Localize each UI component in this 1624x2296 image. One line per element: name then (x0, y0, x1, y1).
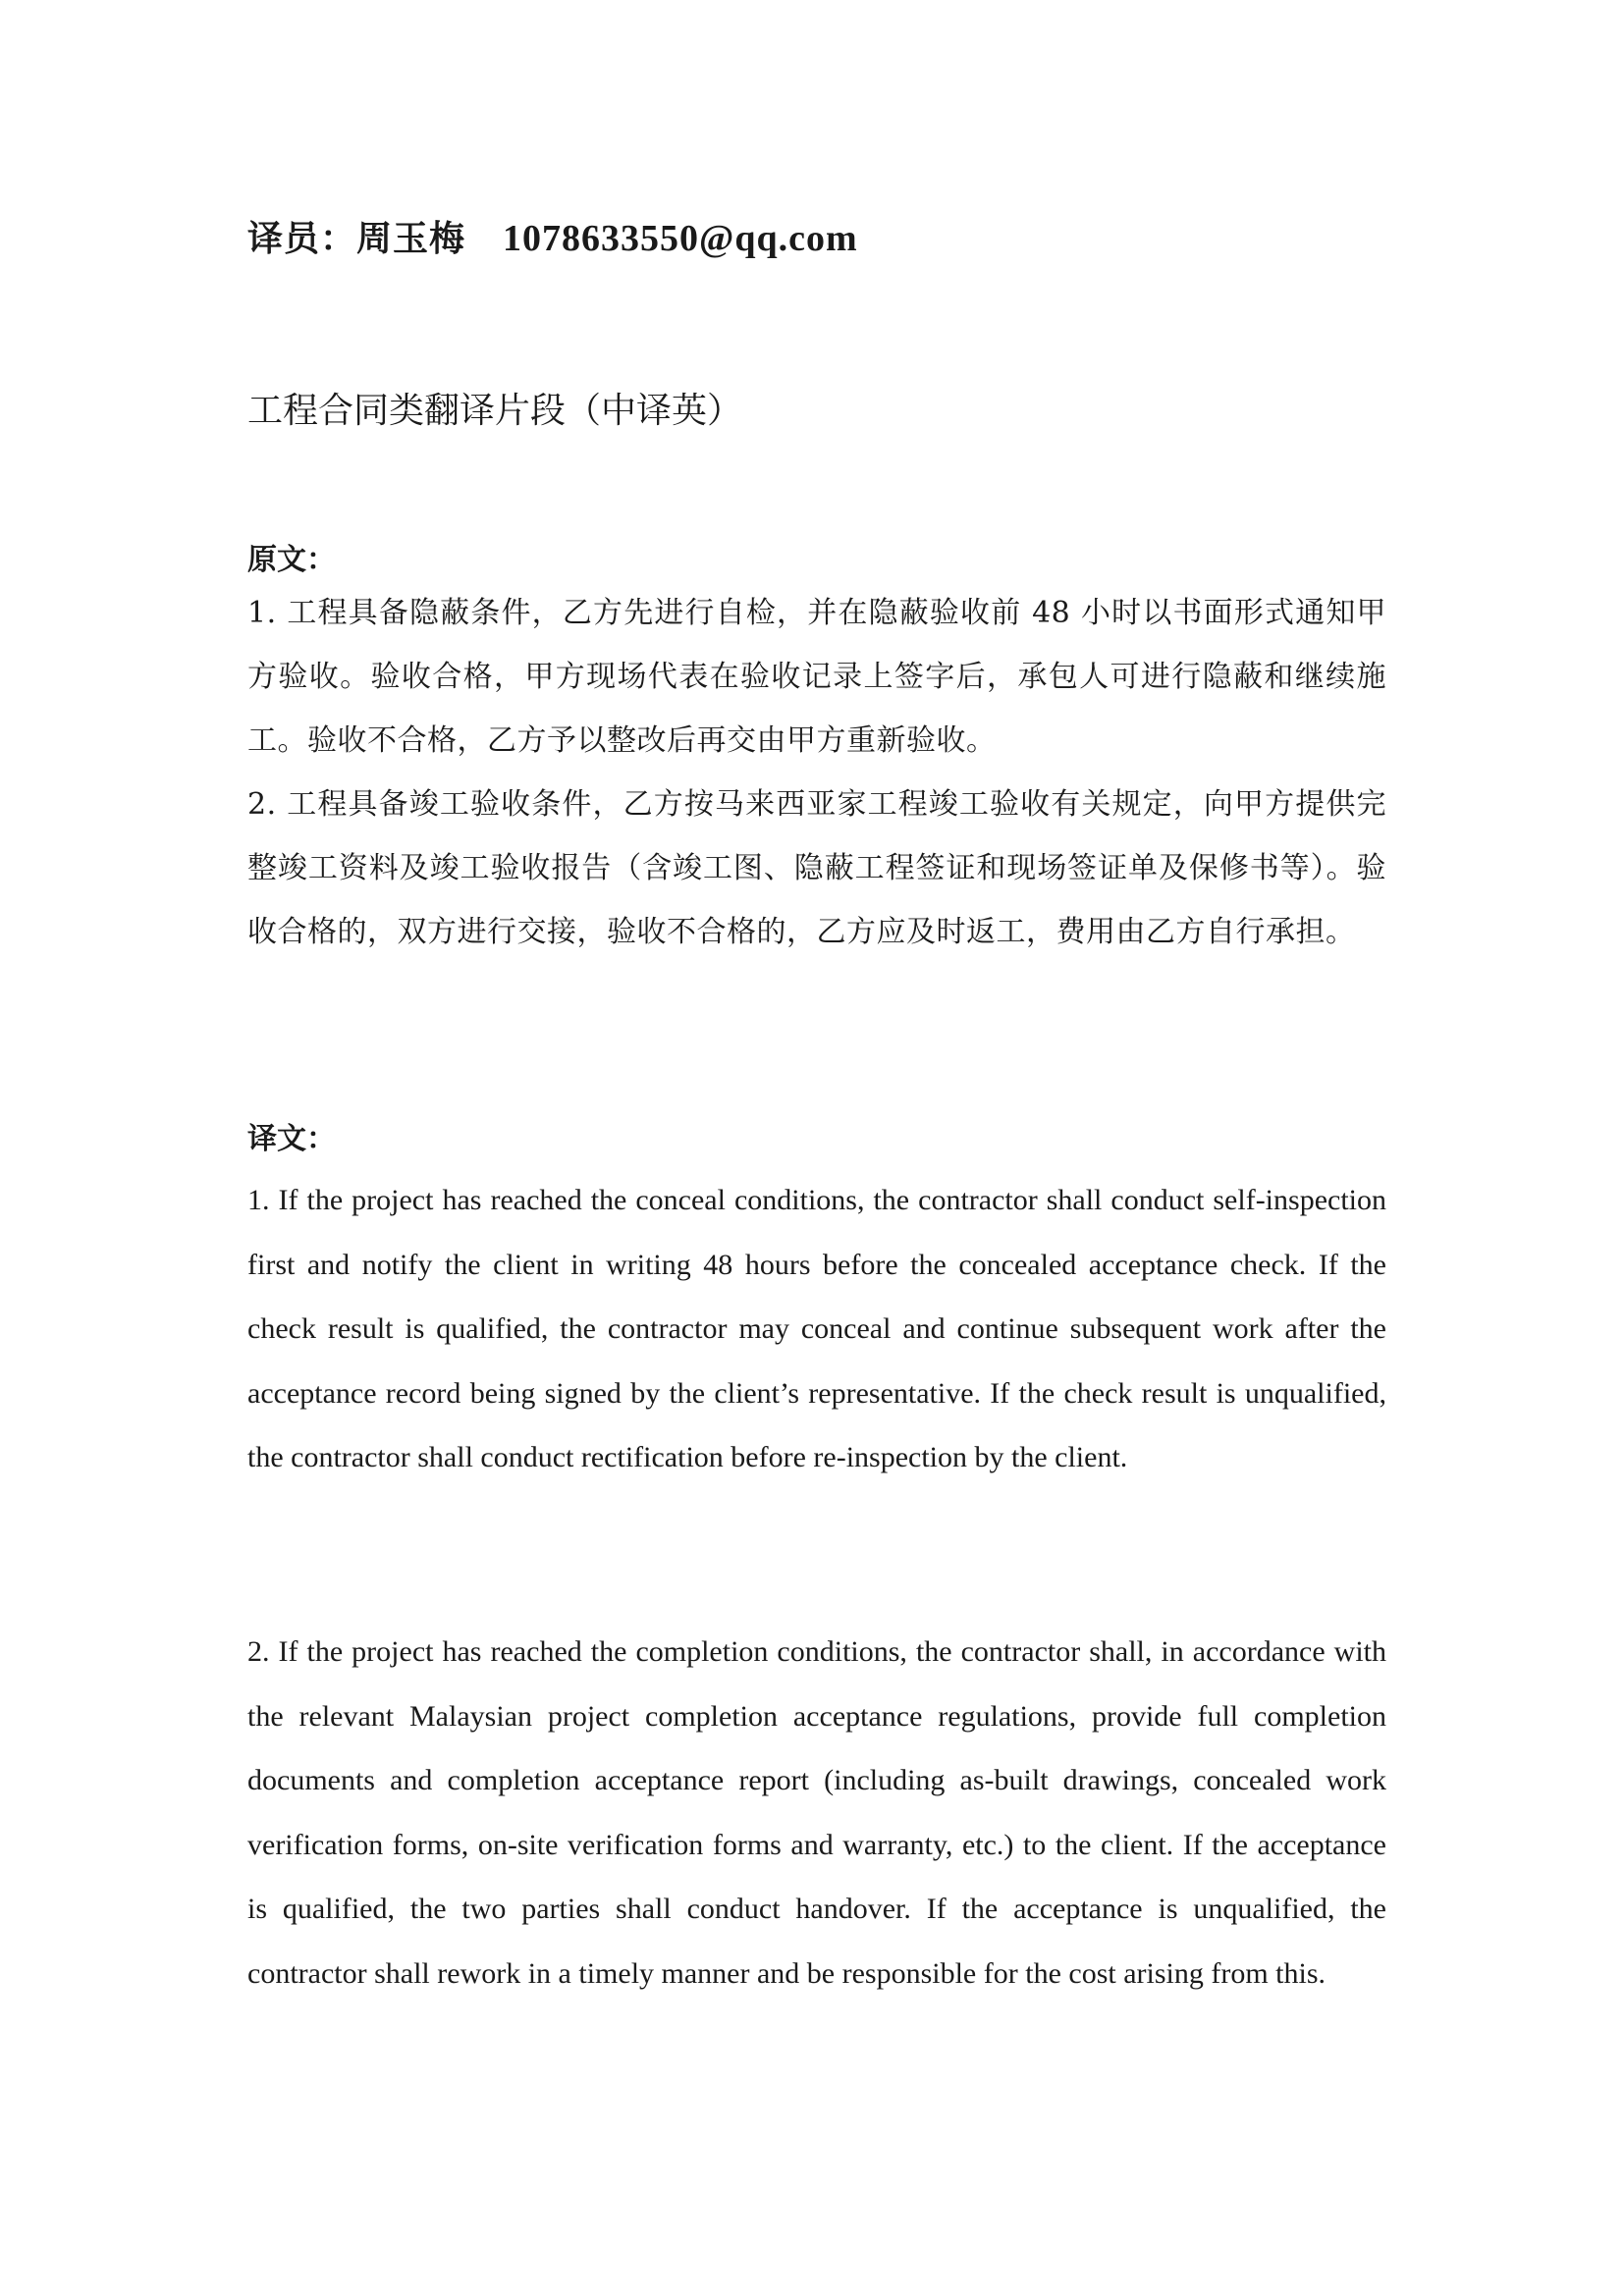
document-title: 工程合同类翻译片段（中译英） (247, 391, 743, 431)
translation-paragraph-2: 2. If the project has reached the completion conditions, the contractor shall, in accordance with the relevant Malaysian project completion acceptance regulations, provide full completion documents and completion acceptance report (including as-built drawings, concealed work verification forms, on-site verification forms and warranty, etc.) to the client. If the acceptance is qualified, the two parties shall conduct handover. If the acceptance is unqualified, the contractor shall rework in a timely manner and be responsible for the cost arising from this. (247, 1635, 1386, 1990)
source-paragraph-2: 2. 工程具备竣工验收条件，乙方按马来西亚家工程竣工验收有关规定，向甲方提供完整竣工资料及竣工验收报告（含竣工图、隐蔽工程签证和现场签证单及保修书等）。验收合格的，双方进行交接，验收不合格的，乙方应及时返工，费用由乙方自行承担。 (247, 787, 1386, 949)
translator-email: 1078633550@qq.com (503, 218, 858, 259)
translator-name: 译员：周玉梅 (247, 218, 466, 259)
source-text (247, 581, 1386, 964)
source-paragraph-1: 1. 工程具备隐蔽条件，乙方先进行自检，并在隐蔽验收前 48 小时以书面形式通知甲方验收。验收合格，甲方现场代表在验收记录上签字后，承包人可进行隐蔽和继续施工。验收不合格，乙方予以整改后再交由甲方重新验收。 (247, 596, 1386, 758)
document-page (247, 0, 1386, 2296)
translation-paragraph-1: 1. If the project has reached the conceal conditions, the contractor shall conduct self-inspection first and notify the client in writing 48 hours before the concealed acceptance check. If the check result is qualified, the contractor may conceal and continue subsequent work after the acceptance record being signed by the client’s representative. If the check result is unqualified, the contractor shall conduct rectification before re-inspection by the client. (247, 1184, 1386, 1473)
translation-label: 译文： (247, 1122, 336, 1156)
translator-line (247, 211, 858, 261)
source-label: 原文： (247, 543, 336, 577)
